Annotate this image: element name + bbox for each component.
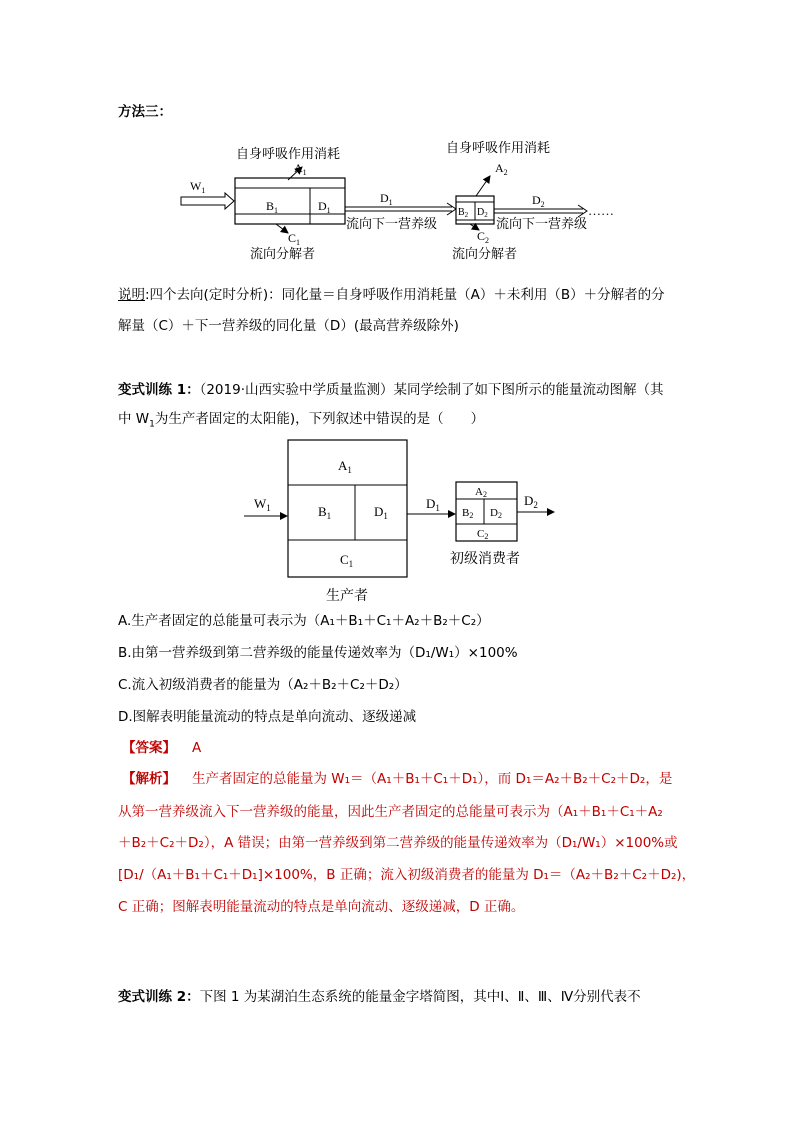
b1-label: $B_1$ [266, 199, 279, 215]
answer-line [122, 740, 201, 756]
a1-label: $A_1$ [338, 458, 352, 475]
a1-label: $A_1$ [294, 161, 307, 177]
b2-label: $B_2$ [458, 207, 469, 219]
c1-label: $C_1$ [340, 552, 354, 569]
analysis-line2: 从第一营养级流入下一营养级的能量，因此生产者固定的总能量可表示为（A₁＋B₁＋C₁＋A₂ [118, 804, 663, 820]
w1-label: $W_1$ [190, 179, 206, 195]
method3-note-line2: 解量（C）＋下一营养级的同化量（D）(最高营养级除外) [118, 318, 459, 334]
exercise1-diagram [236, 438, 568, 604]
d2-label: $D_2$ [524, 493, 538, 510]
b2-label: B2 [462, 507, 474, 520]
method3-note-line1: 说明:四个去向(定时分析)：同化量＝自身呼吸作用消耗量（A）＋未利用（B）＋分解者的分 [118, 287, 665, 303]
d1-label: $D_1$ [426, 496, 440, 513]
analysis-line3: ＋B₂＋C₂＋D₂），A 错误；由第一营养级到第二营养级的能量传递效率为（D₁/W₁）×100%或 [118, 835, 678, 851]
answer-label: 【答案】 [122, 740, 176, 756]
option-d: D.图解表明能量流动的特点是单向流动、逐级递减 [118, 709, 417, 725]
respiration-label-1: 自身呼吸作用消耗 [236, 146, 341, 161]
b1-label: $B_1$ [318, 504, 332, 521]
a2-label: $A_2$ [495, 161, 508, 177]
method3-diagram [170, 138, 630, 270]
consumer-label: 初级消费者 [450, 552, 520, 567]
next-level-label-2: 流向下一营养级 [496, 216, 588, 231]
producer-box [235, 178, 345, 224]
analysis-label: 【解析】 [122, 771, 176, 787]
decomposer-label-1: 流向分解者 [250, 246, 316, 261]
decomposer-label-2: 流向分解者 [452, 246, 518, 261]
producer-label: 生产者 [326, 589, 368, 604]
d1-label: $D_1$ [380, 191, 393, 207]
d2-label: $D_2$ [532, 193, 545, 209]
d2-inner-label: D2 [490, 507, 502, 520]
c2-label: $C_2$ [477, 229, 490, 245]
analysis-line1: 【解析】 生产者固定的总能量为 W₁＝（A₁＋B₁＋C₁＋D₁），而 D₁＝A₂＋B₂＋C₂＋D₂，是 [122, 771, 673, 787]
d1-inner-label: $D_1$ [374, 504, 388, 521]
answer-value: A [192, 740, 202, 756]
d1-inner-label: $D_1$ [318, 199, 331, 215]
option-b: B.由第一营养级到第二营养级的能量传递效率为（D₁/W₁）×100% [118, 645, 518, 661]
method3-title: 方法三： [118, 104, 172, 120]
respiration-arrow-2 [476, 176, 490, 196]
c1-label: $C_1$ [288, 231, 301, 247]
exercise2-stem: 变式训练 2：下图 1 为某湖泊生态系统的能量金字塔简图，其中Ⅰ、Ⅱ、Ⅲ、Ⅳ分别代表不 [118, 989, 641, 1005]
exercise1-label: 变式训练 1： [118, 382, 200, 398]
c2-label: C2 [477, 528, 489, 541]
d2-inner-label: $D_2$ [477, 207, 488, 219]
w1-label: $W_1$ [254, 496, 271, 513]
ellipsis-label: …… [588, 203, 614, 218]
exercise1-stem-line2: 中 $W_1$为生产者固定的太阳能)，下列叙述中错误的是（ ） [118, 411, 485, 430]
a2-label: A2 [475, 486, 487, 499]
analysis-line5: C 正确；图解表明能量流动的特点是单向流动、逐级递减，D 正确。 [118, 899, 525, 915]
exercise1-stem-line1: 变式训练 1：（2019·山西实验中学质量监测）某同学绘制了如下图所示的能量流动图解（其 [118, 382, 664, 398]
exercise2-label: 变式训练 2： [118, 989, 200, 1005]
decomposer-arrow-1 [276, 224, 288, 233]
next-level-label-1: 流向下一营养级 [346, 216, 438, 231]
d1-flow-arrow [345, 203, 456, 215]
option-a: A.生产者固定的总能量可表示为（A₁＋B₁＋C₁＋A₂＋B₂＋C₂） [118, 613, 490, 629]
analysis-line4: [D₁/（A₁＋B₁＋C₁＋D₁]×100%，B 正确；流入初级消费者的能量为 D₁＝（A₂＋B₂＋C₂＋D₂)， [118, 867, 696, 883]
respiration-label-2: 自身呼吸作用消耗 [446, 140, 551, 155]
w1-input-arrow [181, 193, 234, 209]
note-label: 说明 [118, 287, 145, 303]
option-c: C.流入初级消费者的能量为（A₂＋B₂＋C₂＋D₂） [118, 677, 408, 693]
